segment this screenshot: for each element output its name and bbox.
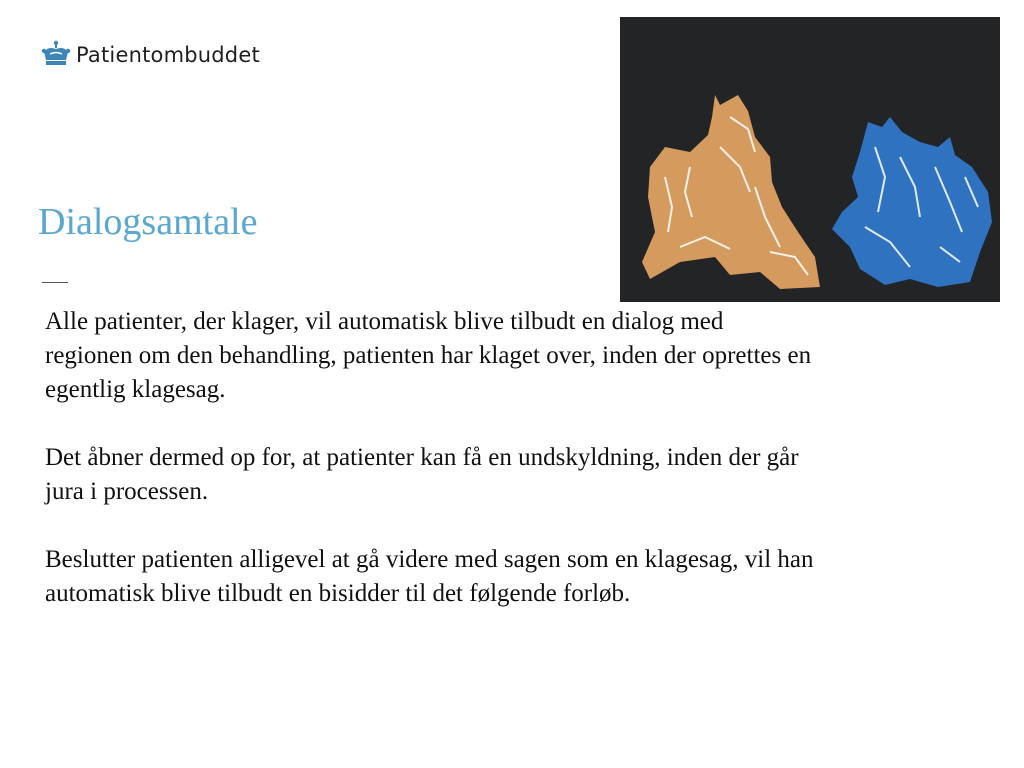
slide-title: Dialogsamtale (38, 201, 258, 243)
title-divider (42, 282, 68, 283)
paragraph-2: Det åbner dermed op for, at patienter kan få en undskyldning, inden der går jura i processen. (45, 444, 799, 505)
logo-text: Patientombuddet (76, 43, 260, 67)
paragraph-3: Beslutter patienten alligevel at gå videre med sagen som en klagesag, vil han automatisk blive tilbudt en bisidder til det følgende forløb. (45, 546, 814, 607)
artwork-image (620, 17, 1000, 302)
artwork-illustration (620, 17, 1000, 302)
paragraph-1: Alle patienter, der klager, vil automatisk blive tilbudt en dialog med regionen om den behandling, patienten har klaget over, inden der oprettes en egentlig klagesag. (45, 308, 812, 403)
logo (40, 40, 260, 70)
crown-icon (40, 40, 72, 70)
slide-body (45, 305, 815, 645)
